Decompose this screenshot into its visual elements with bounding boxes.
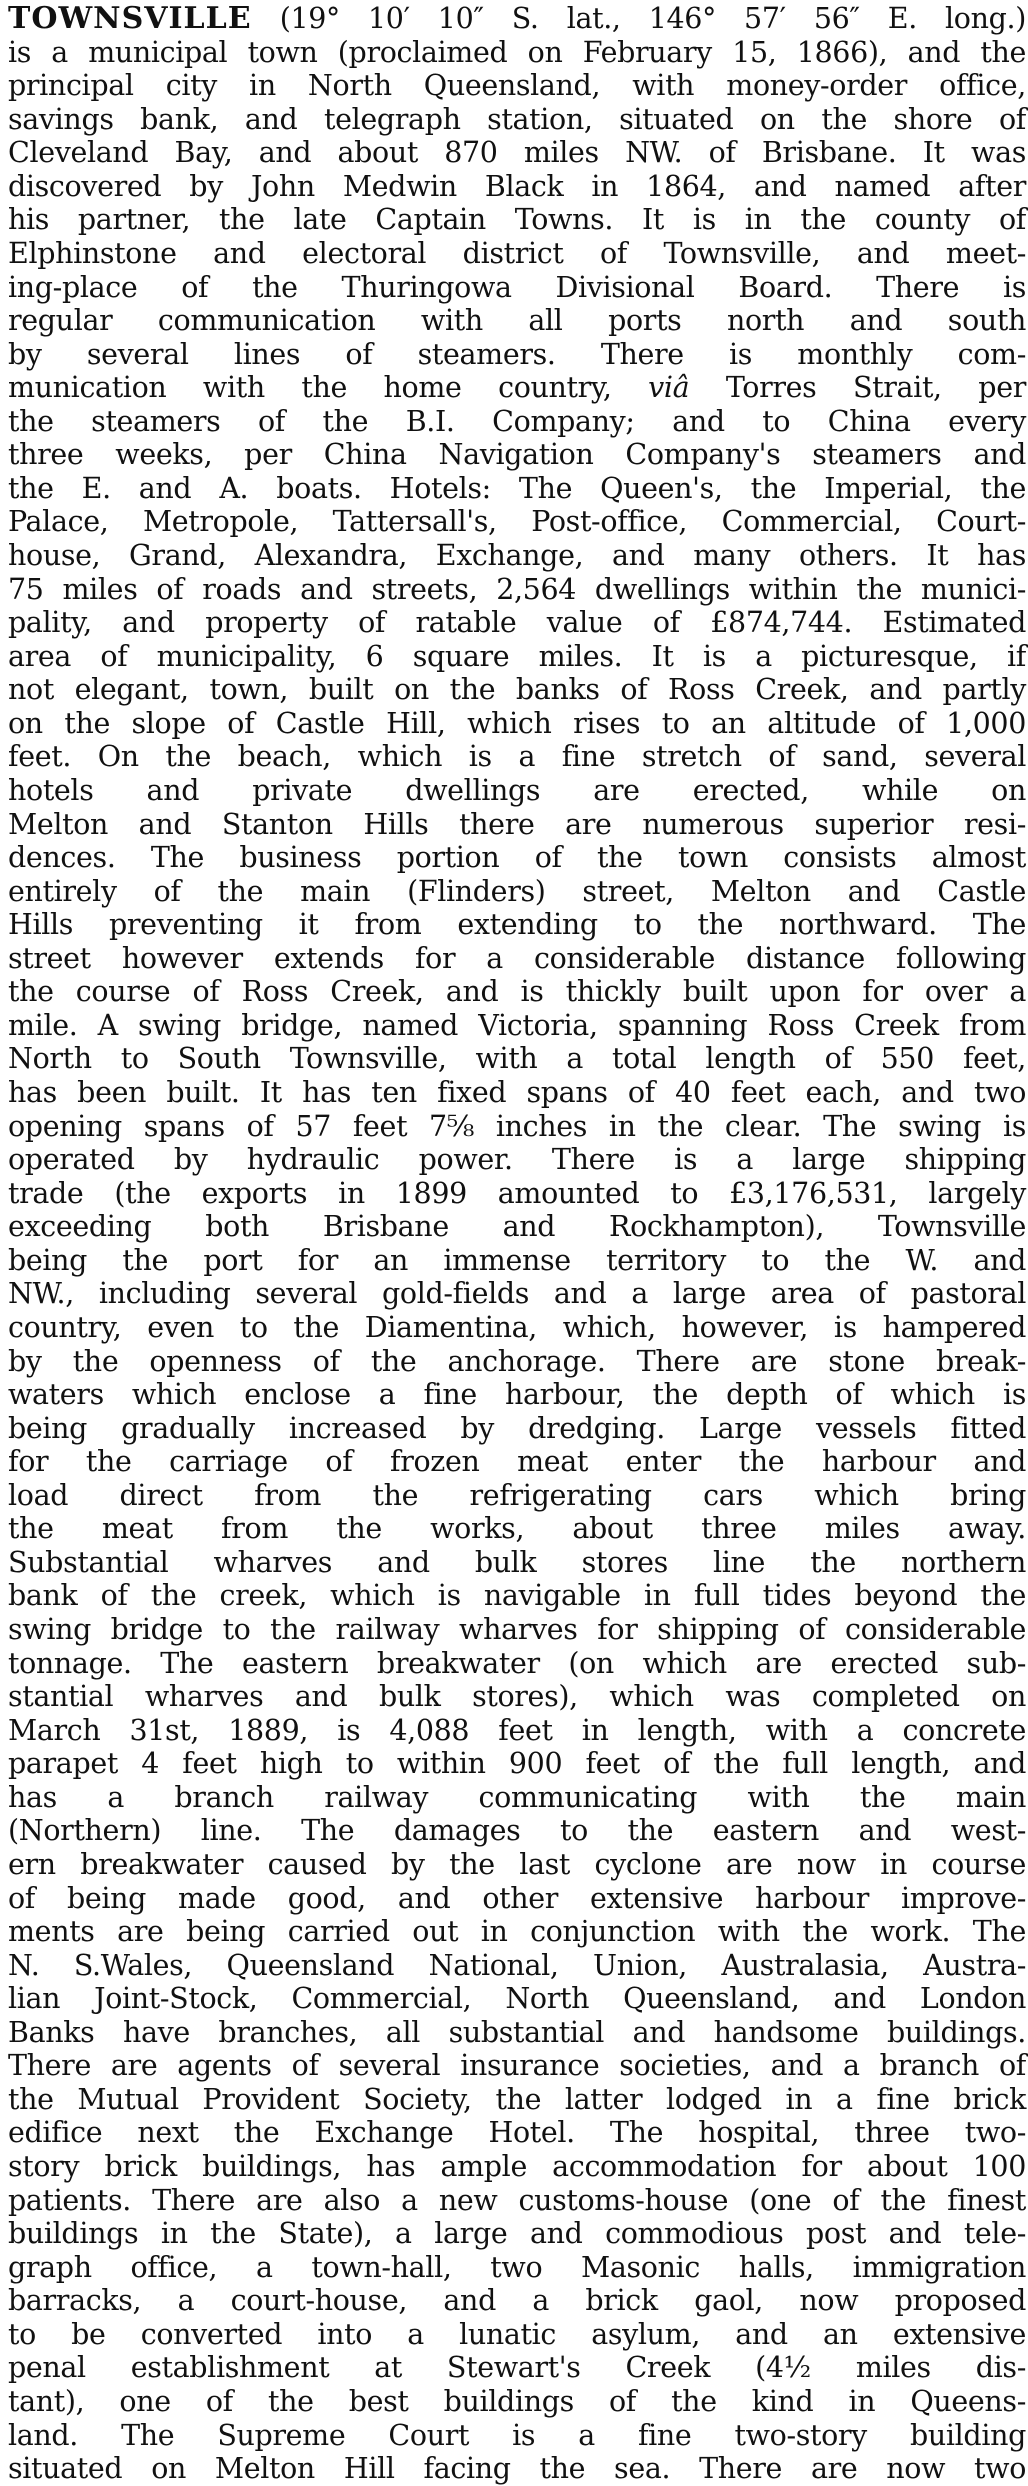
text-line-39: NW., including several gold-fields and a large area of pastoral	[8, 1277, 1026, 1311]
text-line-62: There are agents of several insurance societies, and a branch of	[8, 2049, 1026, 2083]
text-line-14: three weeks, per China Navigation Company's steamers and	[8, 438, 1026, 472]
text-line-8: Elphinstone and electoral district of Townsville, and meet-	[8, 236, 1026, 270]
text-line-30: the course of Ross Creek, and is thickly built upon for over a	[8, 975, 1026, 1009]
text-line-66: patients. There are also a new customs-house (one of the finest	[8, 2183, 1026, 2217]
text-line-73: land. The Supreme Court is a fine two-story building	[8, 2418, 1026, 2452]
text-line-10: regular communication with all ports north and south	[8, 304, 1026, 338]
text-line-15: the E. and A. boats. Hotels: The Queen's, the Imperial, the	[8, 471, 1026, 505]
text-line-37: exceeding both Brisbane and Rockhampton), Townsville	[8, 1210, 1026, 1244]
text-line-31: mile. A swing bridge, named Victoria, spanning Ross Creek from	[8, 1008, 1026, 1042]
text-line-61: Banks have branches, all substantial and handsome buildings.	[8, 2015, 1026, 2049]
text-line-35: operated by hydraulic power. There is a large shipping	[8, 1143, 1026, 1177]
text-line-6: discovered by John Medwin Black in 1864, and named after	[8, 169, 1026, 203]
text-line-22: on the slope of Castle Hill, which rises to an altitude of 1,000	[8, 706, 1026, 740]
text-line-65: story brick buildings, has ample accommodation for about 100	[8, 2150, 1026, 2183]
text-line-29: street however extends for a considerable distance following	[8, 941, 1026, 975]
text-line-38: being the port for an immense territory to the W. and	[8, 1243, 1026, 1277]
text-line-57: of being made good, and other extensive harbour improve-	[8, 1881, 1026, 1915]
text-line-17: house, Grand, Alexandra, Exchange, and many others. It has	[8, 539, 1026, 572]
text-line-28: Hills preventing it from extending to the northward. The	[8, 908, 1026, 942]
text-line-46: the meat from the works, about three miles away.	[8, 1512, 1026, 1546]
text-line-74: situated on Melton Hill facing the sea. There are now two	[8, 2452, 1026, 2486]
line-tail: Torres Strait, per	[689, 371, 1026, 405]
text-line-27: entirely of the main (Flinders) street, Melton and Castle	[8, 874, 1026, 908]
text-line-53: parapet 4 feet high to within 900 feet of the full length, and	[8, 1747, 1026, 1781]
italic-phrase: viâ	[648, 371, 690, 405]
text-line-16: Palace, Metropole, Tattersall's, Post-office, Commercial, Court-	[8, 505, 1026, 539]
text-line-50: tonnage. The eastern breakwater (on which are erected sub-	[8, 1646, 1026, 1680]
text-line-51: stantial wharves and bulk stores), which was completed on	[8, 1680, 1026, 1714]
text-line-21: not elegant, town, built on the banks of Ross Creek, and partly	[8, 673, 1026, 707]
line-text: steamers of the B.I. Company; and to China every	[91, 404, 1026, 438]
text-line-1	[8, 2, 1026, 36]
text-line-23: feet. On the beach, which is a fine stretch of sand, several	[8, 740, 1026, 774]
text-line-34: opening spans of 57 feet 7⅝ inches in the clear. The swing is	[8, 1109, 1026, 1143]
text-line-68: graph office, a town-hall, two Masonic halls, immigration	[8, 2250, 1026, 2284]
text-line-41: by the openness of the anchorage. There are stone break-	[8, 1344, 1026, 1378]
text-line-55: (Northern) line. The damages to the eastern and west-	[8, 1814, 1026, 1848]
text-line-67: buildings in the State), a large and commodious post and tele-	[8, 2217, 1026, 2251]
text-line-59: N. S.Wales, Queensland National, Union, Australasia, Austra-	[8, 1948, 1026, 1982]
text-line-13	[8, 405, 1026, 439]
text-line-63: the Mutual Provident Society, the latter lodged in a fine brick	[8, 2082, 1026, 2116]
text-line-18: 75 miles of roads and streets, 2,564 dwellings within the munici-	[8, 572, 1026, 606]
text-line-47: Substantial wharves and bulk stores line the northern	[8, 1545, 1026, 1579]
headword: TOWNSVILLE	[8, 1, 252, 36]
text-line-25: Melton and Stanton Hills there are numerous superior resi-	[8, 807, 1026, 841]
text-line-52: March 31st, 1889, is 4,088 feet in length, with a concrete	[8, 1713, 1026, 1747]
text-line-60: lian Joint-Stock, Commercial, North Queensland, and London	[8, 1982, 1026, 2016]
document-page	[8, 2, 1026, 2486]
text-line-40: country, even to the Diamentina, which, however, is hampered	[8, 1310, 1026, 1344]
text-line-69: barracks, a court-house, and a brick gaol, now proposed	[8, 2284, 1026, 2318]
text-line-5: Cleveland Bay, and about 870 miles NW. of Brisbane. It was	[8, 136, 1026, 170]
text-line-12	[8, 371, 1026, 405]
text-line-45: load direct from the refrigerating cars which bring	[8, 1478, 1026, 1512]
text-line-20: area of municipality, 6 square miles. It is a picturesque, if	[8, 639, 1026, 673]
line-text: munication with the home country,	[8, 371, 612, 405]
text-line-44: for the carriage of frozen meat enter the harbour and	[8, 1445, 1026, 1479]
text-line-7: his partner, the late Captain Towns. It is in the county of	[8, 203, 1026, 237]
text-line-58: ments are being carried out in conjunction with the work. The	[8, 1915, 1026, 1949]
text-line-72: tant), one of the best buildings of the kind in Queens-	[8, 2384, 1026, 2418]
text-line-54: has a branch railway communicating with the main	[8, 1780, 1026, 1814]
text-line-3: principal city in North Queensland, with money-order office,	[8, 69, 1026, 103]
text-line-24: hotels and private dwellings are erected, while on	[8, 773, 1026, 807]
text-line-11: by several lines of steamers. There is monthly com-	[8, 337, 1026, 371]
text-line-42: waters which enclose a fine harbour, the depth of which is	[8, 1378, 1026, 1412]
text-line-36: trade (the exports in 1899 amounted to £3,176,531, largely	[8, 1176, 1026, 1210]
line-prefix: the	[8, 404, 92, 438]
text-line-70: to be converted into a lunatic asylum, and an extensive	[8, 2317, 1026, 2351]
text-line-32: North to South Townsville, with a total length of 550 feet,	[8, 1042, 1026, 1076]
coordinates: (19° 10′ 10″ S. lat., 146° 57′ 56″ E. long.)	[251, 2, 1026, 35]
text-line-19: pality, and property of ratable value of £874,744. Estimated	[8, 606, 1026, 640]
text-line-9: ing-place of the Thuringowa Divisional Board. There is	[8, 270, 1026, 304]
text-line-33: has been built. It has ten fixed spans of 40 feet each, and two	[8, 1076, 1026, 1109]
text-line-71: penal establishment at Stewart's Creek (4½ miles dis-	[8, 2351, 1026, 2385]
text-line-26: dences. The business portion of the town consists almost	[8, 841, 1026, 875]
text-line-49: swing bridge to the railway wharves for shipping of considerable	[8, 1613, 1026, 1646]
text-line-48: bank of the creek, which is navigable in full tides beyond the	[8, 1579, 1026, 1613]
text-line-56: ern breakwater caused by the last cyclone are now in course	[8, 1847, 1026, 1881]
text-line-43: being gradually increased by dredging. Large vessels fitted	[8, 1411, 1026, 1445]
text-line-2: is a municipal town (proclaimed on February 15, 1866), and the	[8, 35, 1026, 69]
text-line-64: edifice next the Exchange Hotel. The hospital, three two-	[8, 2116, 1026, 2150]
text-line-4: savings bank, and telegraph station, situated on the shore of	[8, 102, 1026, 136]
